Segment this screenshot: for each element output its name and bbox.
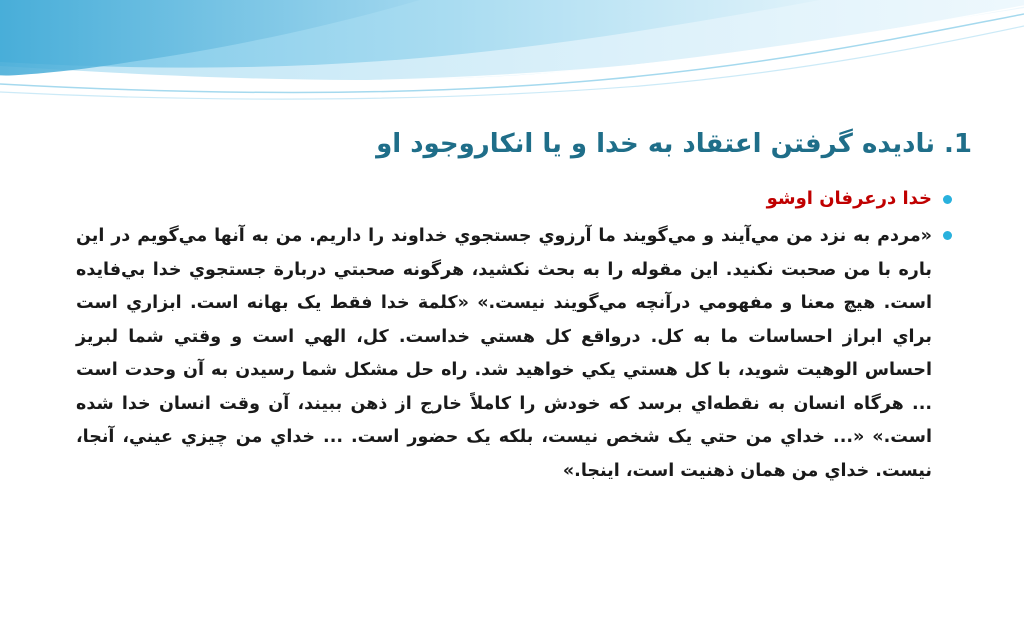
bullet-marker-icon <box>943 231 952 240</box>
bullet-item-heading <box>76 184 952 214</box>
bullet-marker-icon <box>943 195 952 204</box>
header-wave-decoration <box>0 0 1024 110</box>
slide-title: 1. ناديده گرفتن اعتقاد به خدا و يا انكاروجود او <box>376 129 972 159</box>
bullet-quote-text: «مردم به نزد من مي‌آيند و مي‌گويند ما آرزوي جستجوي خداوند را داريم. من به آنها مي‌گويم در اين باره با من صحبت نكنيد. اين مقوله را به بحث نكشيد، هرگونه صحبتي دربارة جستجوي خدا بي‌فايده است. هيچ معنا و مفهومي درآنچه مي‌گويند نيست.» «كلمة خدا فقط يک بهانه است. ابزاري است براي ابراز احساسات ما به كل. درواقع كل هستي خداست. كل، الهي است و وقتي شما لبريز احساس الوهيت شويد، با كل هستي يكي خواهيد شد. راه حل مشكل شما رسيدن به آن وحدت است ... هرگاه انسان به نقطه‌اي برسد كه خودش را كاملاً خارج از ذهن ببيند، آن وقت انسان خدا شده است.» «... خداي من حتي يک شخص نيست، بلكه يک حضور است. ... خداي من چيزي عيني، آنجا، نيست. خداي من همان ذهنيت است، اينجا.» <box>76 226 932 481</box>
bullet-heading-text: خدا درعرفان اوشو <box>766 188 932 209</box>
bullet-item-quote <box>76 220 952 488</box>
bullet-list <box>76 184 952 488</box>
